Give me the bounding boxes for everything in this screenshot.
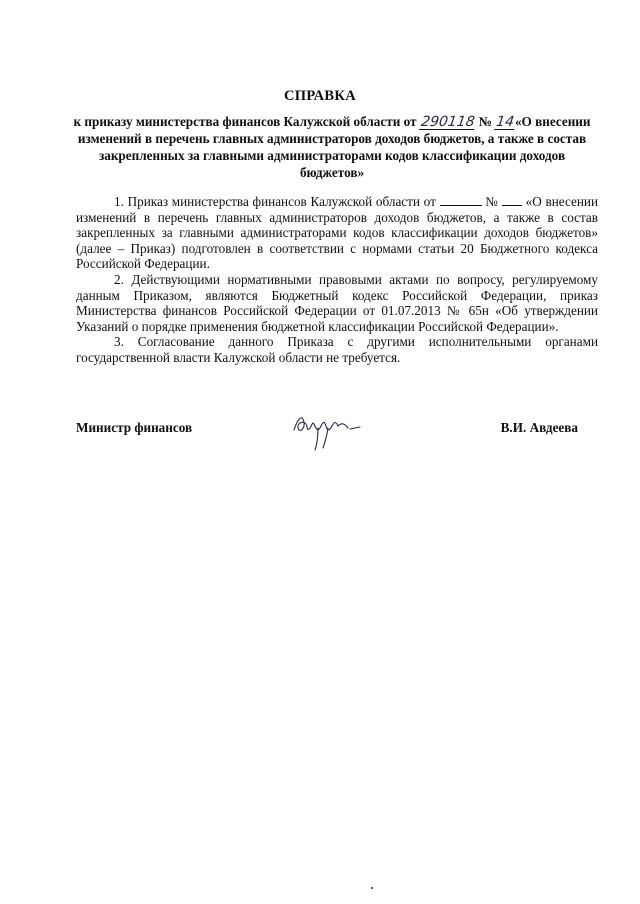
document-heading [72, 113, 592, 181]
paragraph-1 [76, 194, 598, 272]
paragraph-3: 3. Согласование данного Приказа с другими исполнительными органами государственной власти Калужской области не требуется. [76, 334, 598, 365]
blank-number-line [502, 195, 522, 206]
handwritten-date: 290118 [419, 114, 476, 130]
paragraph-1-number-label: № [481, 194, 502, 209]
blank-date-line [440, 195, 482, 206]
paragraph-2: 2. Действующими нормативными правовыми актами по вопросу, регулируемому данным Приказом, являются Бюджетный кодекс Российской Федерации, приказ Министерства финансов Российской Федерации от 01.07.2013 № 65н «Об утверждении Указаний о порядке применения бюджетной классификации Российской Федерации». [76, 271, 598, 334]
document-body [76, 194, 598, 366]
scan-speck [371, 887, 373, 889]
handwritten-number: 14 [495, 114, 516, 130]
heading-number-label: № [475, 114, 496, 129]
handwritten-signature [288, 408, 368, 454]
document-title: СПРАВКА [284, 88, 356, 104]
signatory-name: В.И. Авдеева [500, 420, 578, 435]
paragraph-1-start: 1. Приказ министерства финансов Калужской области от [114, 194, 440, 209]
signatory-position: Министр финансов [76, 420, 193, 435]
heading-suffix: «О внесении изменений в перечень главных администраторов доходов бюджетов, а также в состав закрепленных за главными администраторами кодов классификации доходов бюджетов» [77, 114, 591, 180]
signature-row [76, 418, 598, 458]
heading-prefix: к приказу министерства финансов Калужской области от [73, 114, 420, 129]
paragraph-1-rest: «О внесении изменений в перечень главных администраторов доходов бюджетов, а также в состав закрепленных за главными администраторами кодов классификации доходов бюджетов» (далее – Приказ) подготовлен в соответствии с нормами статьи 20 Бюджетного кодекса Российской Федерации. [76, 194, 599, 272]
